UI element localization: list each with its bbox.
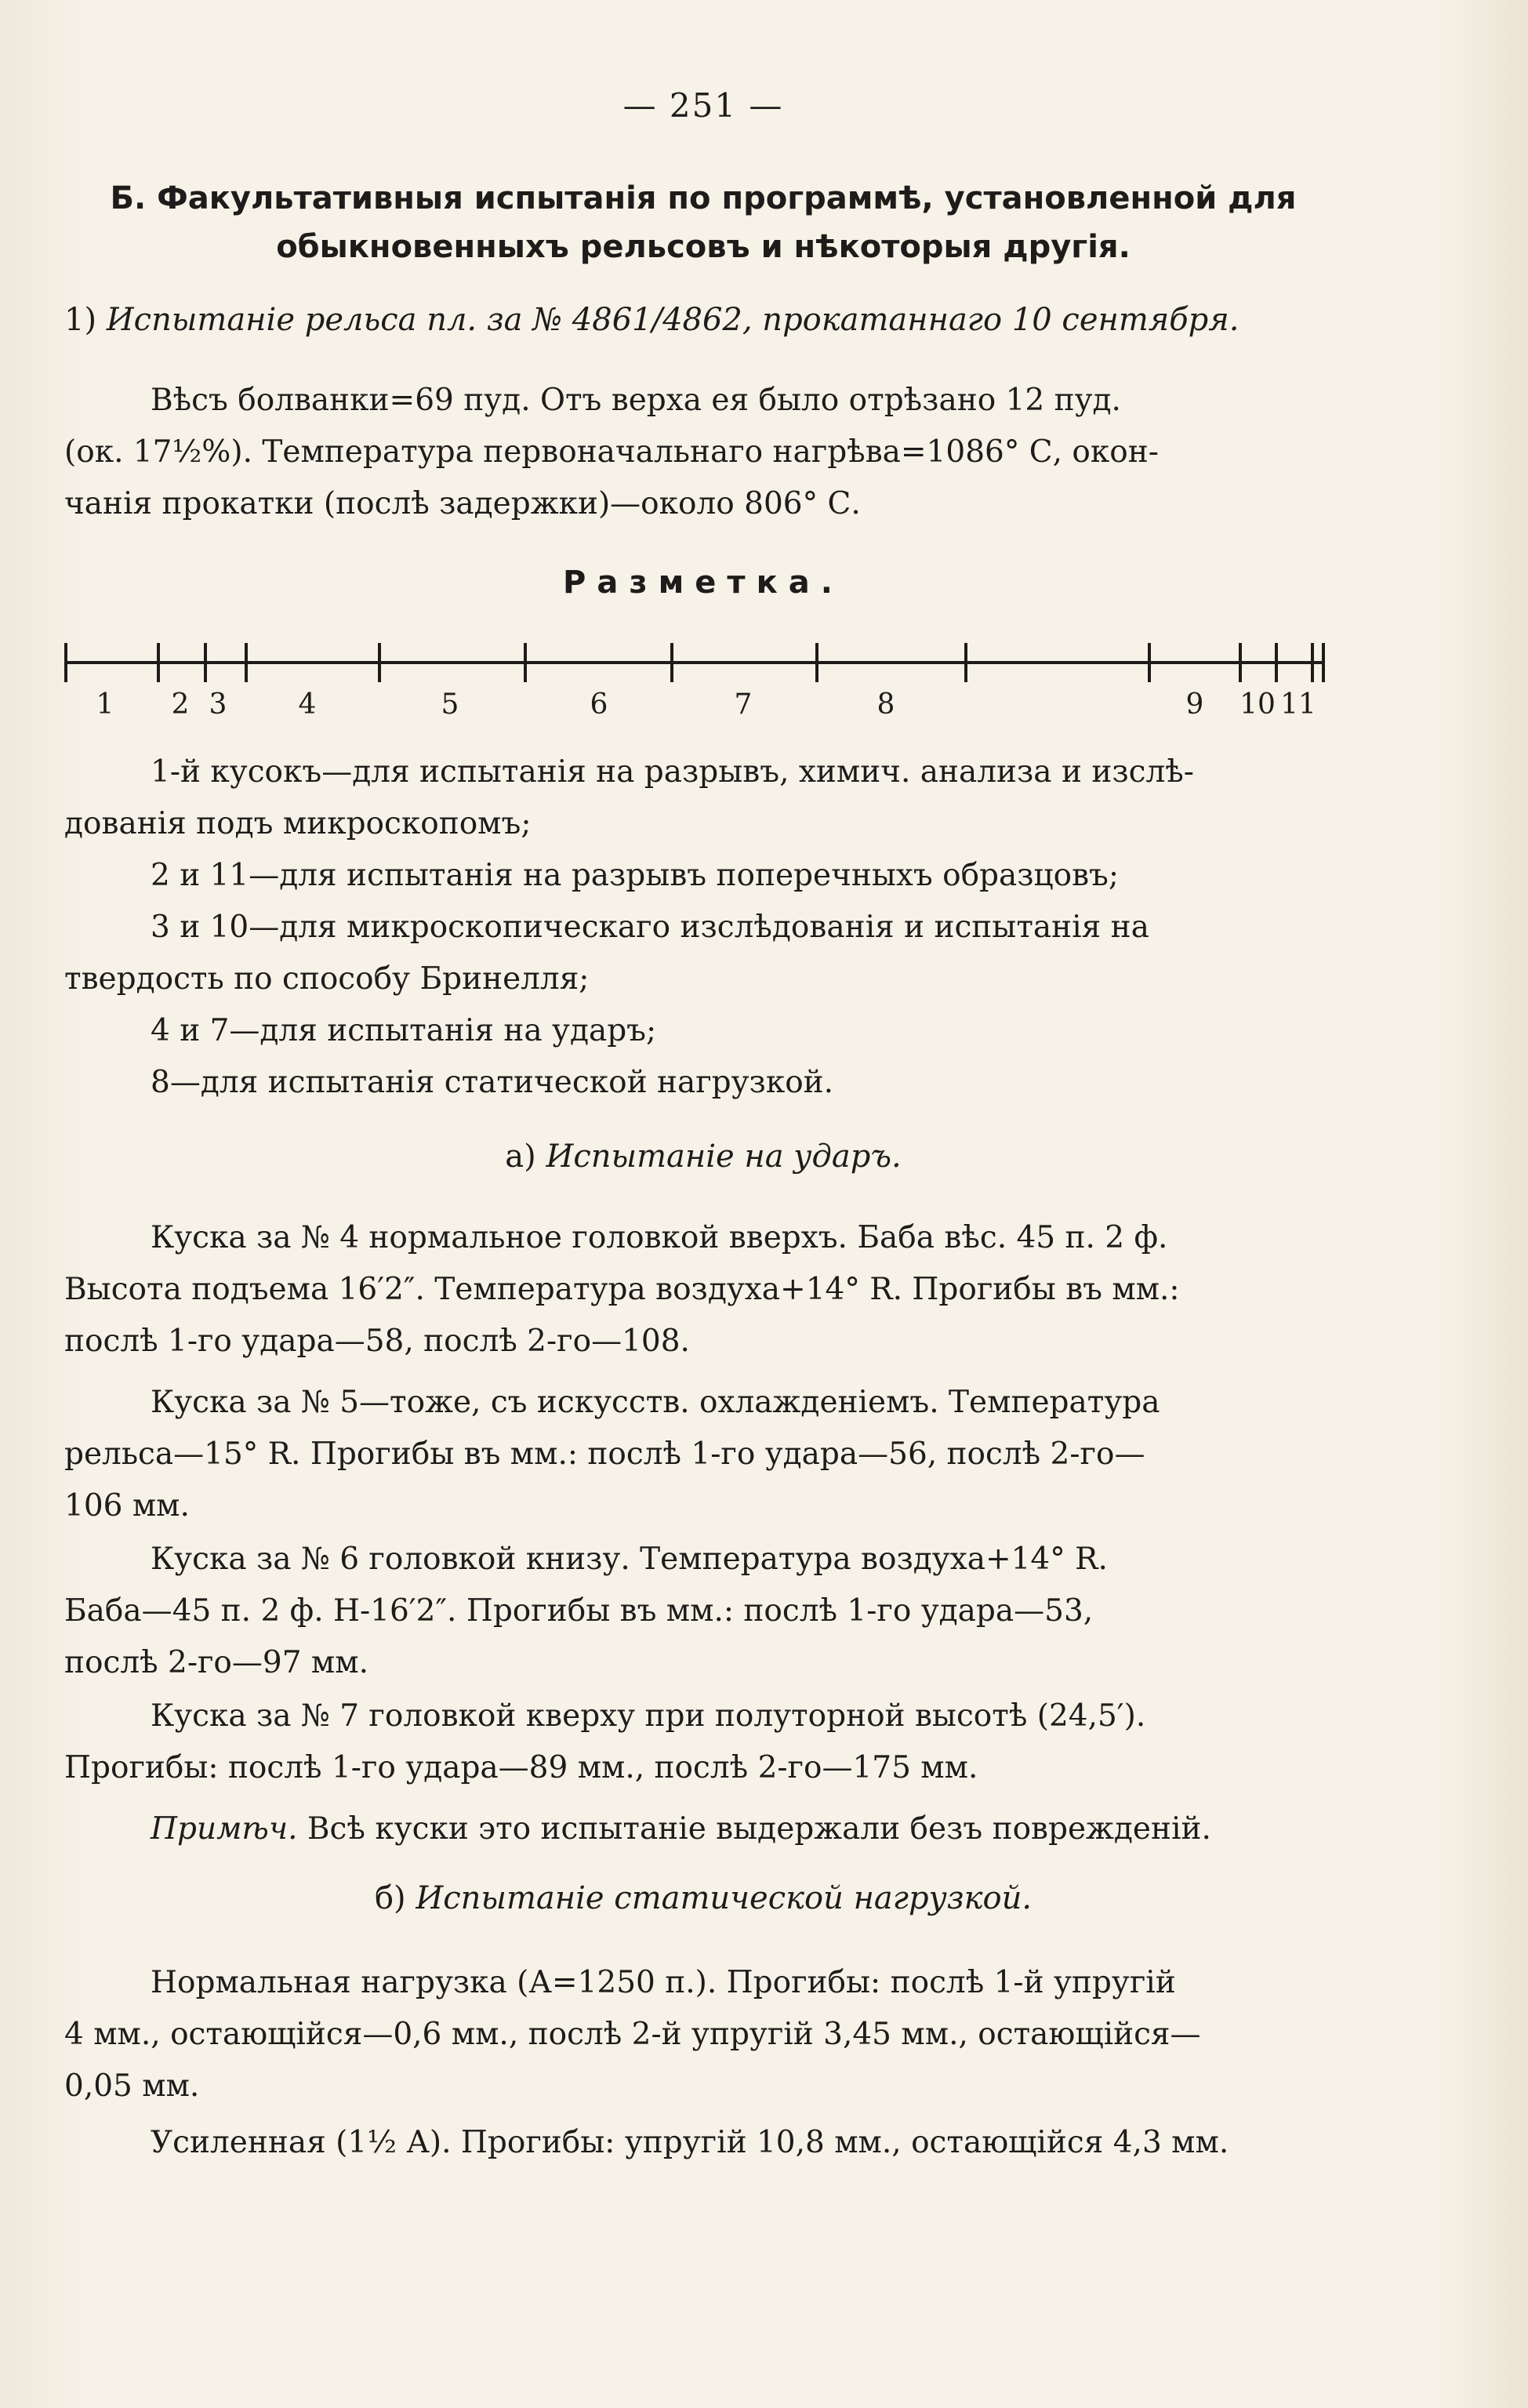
marking-label-4: 4 bbox=[298, 688, 317, 721]
marking-label-1: 1 bbox=[96, 688, 114, 721]
intro-line-3: чанія прокатки (послѣ задержки)—около 806° С. bbox=[64, 486, 861, 521]
item-title bbox=[64, 302, 1342, 338]
marking-label-5: 5 bbox=[441, 688, 459, 721]
section-heading-line-1: Б. Факультативныя испытанія по программѣ, установленной для bbox=[110, 180, 1297, 216]
marking-labels bbox=[96, 688, 1316, 721]
impact-test-title bbox=[64, 1139, 1342, 1175]
impact-test-prefix: а) bbox=[505, 1139, 536, 1175]
impact-p2-line-3: 106 мм. bbox=[64, 1488, 190, 1524]
marking-list-line-1: 1-й кусокъ—для испытанія на разрывъ, химич. анализа и изслѣ- bbox=[151, 754, 1194, 790]
marking-label-3: 3 bbox=[209, 688, 227, 721]
item-title-text: Испытаніе рельса пл. за № 4861/4862, прокатаннаго 10 сентября. bbox=[106, 302, 1239, 338]
marking-label-8: 8 bbox=[877, 688, 895, 721]
impact-p2-line-2: рельса—15° R. Прогибы въ мм.: послѣ 1-го удара—56, послѣ 2-го— bbox=[64, 1436, 1145, 1472]
intro-line-2: (ок. 17½%). Температура первоначальнаго нагрѣва=1086° С, окон- bbox=[64, 434, 1159, 470]
marking-label-11: 11 bbox=[1280, 688, 1316, 721]
marking-label-9: 9 bbox=[1185, 688, 1204, 721]
static-test-title bbox=[64, 1880, 1342, 1916]
item-number: 1) bbox=[64, 302, 97, 338]
section-heading bbox=[64, 174, 1342, 271]
razmetka-title: Разметка. bbox=[563, 565, 844, 601]
marking-list-line-5: твердость по способу Бринелля; bbox=[64, 961, 590, 997]
static-p1-line-2: 4 мм., остающійся—0,6 мм., послѣ 2-й упругій 3,45 мм., остающійся— bbox=[64, 2017, 1201, 2052]
impact-p1-line-2: Высота подъема 16′2″. Температура воздуха+14° R. Прогибы въ мм.: bbox=[64, 1272, 1180, 1307]
marking-list-line-7: 8—для испытанія статической нагрузкой. bbox=[151, 1065, 834, 1100]
impact-p4-line-1: Куска за № 7 головкой кверху при полуторной высотѣ (24,5′). bbox=[151, 1698, 1146, 1734]
impact-p2-line-1: Куска за № 5—тоже, съ искусств. охлажденіемъ. Температура bbox=[151, 1385, 1160, 1420]
impact-test-heading: Испытаніе на ударъ. bbox=[546, 1139, 902, 1175]
impact-p3-line-2: Баба—45 п. 2 ф. Н-16′2″. Прогибы въ мм.: послѣ 1-го удара—53, bbox=[64, 1593, 1094, 1629]
static-p2-line-1: Усиленная (1½ А). Прогибы: упругій 10,8 мм., остающійся 4,3 мм. bbox=[151, 2125, 1229, 2160]
marking-label-10: 10 bbox=[1239, 688, 1276, 721]
static-p1-line-3: 0,05 мм. bbox=[64, 2068, 200, 2104]
impact-p3-line-3: послѣ 2-го—97 мм. bbox=[64, 1645, 369, 1680]
impact-p1-line-1: Куска за № 4 нормальное головкой вверхъ. Баба вѣс. 45 п. 2 ф. bbox=[151, 1220, 1168, 1255]
marking-label-2: 2 bbox=[171, 688, 190, 721]
static-test-heading: Испытаніе статической нагрузкой. bbox=[416, 1880, 1033, 1916]
section-heading-line-2: обыкновенныхъ рельсовъ и нѣкоторыя другія. bbox=[276, 229, 1131, 265]
marking-label-6: 6 bbox=[590, 688, 608, 721]
marking-list-line-3: 2 и 11—для испытанія на разрывъ поперечныхъ образцовъ; bbox=[151, 858, 1120, 893]
impact-note-label: Примѣч. bbox=[151, 1811, 298, 1847]
marking-label-7: 7 bbox=[734, 688, 753, 721]
static-p1-line-1: Нормальная нагрузка (А=1250 п.). Прогибы: послѣ 1-й упругій bbox=[151, 1965, 1176, 2000]
marking-diagram bbox=[64, 635, 1342, 721]
marking-list-line-2: дованія подъ микроскопомъ; bbox=[64, 806, 532, 841]
marking-list-line-4: 3 и 10—для микроскопическаго изслѣдованія и испытанія на bbox=[151, 910, 1149, 945]
impact-p3-line-1: Куска за № 6 головкой книзу. Температура воздуха+14° R. bbox=[151, 1542, 1108, 1577]
impact-p1-line-3: послѣ 1-го удара—58, послѣ 2-го—108. bbox=[64, 1324, 690, 1359]
impact-p4-line-2: Прогибы: послѣ 1-го удара—89 мм., послѣ 2-го—175 мм. bbox=[64, 1750, 978, 1785]
intro-line-1: Вѣсъ болванки=69 пуд. Отъ верха ея было отрѣзано 12 пуд. bbox=[151, 383, 1121, 418]
static-test-prefix: б) bbox=[374, 1880, 406, 1916]
marking-list-line-6: 4 и 7—для испытанія на ударъ; bbox=[151, 1013, 657, 1048]
impact-note bbox=[64, 1803, 1342, 1855]
impact-note-text: Всѣ куски это испытаніе выдержали безъ поврежденій. bbox=[297, 1811, 1211, 1847]
page-number: — 251 — bbox=[622, 86, 784, 125]
